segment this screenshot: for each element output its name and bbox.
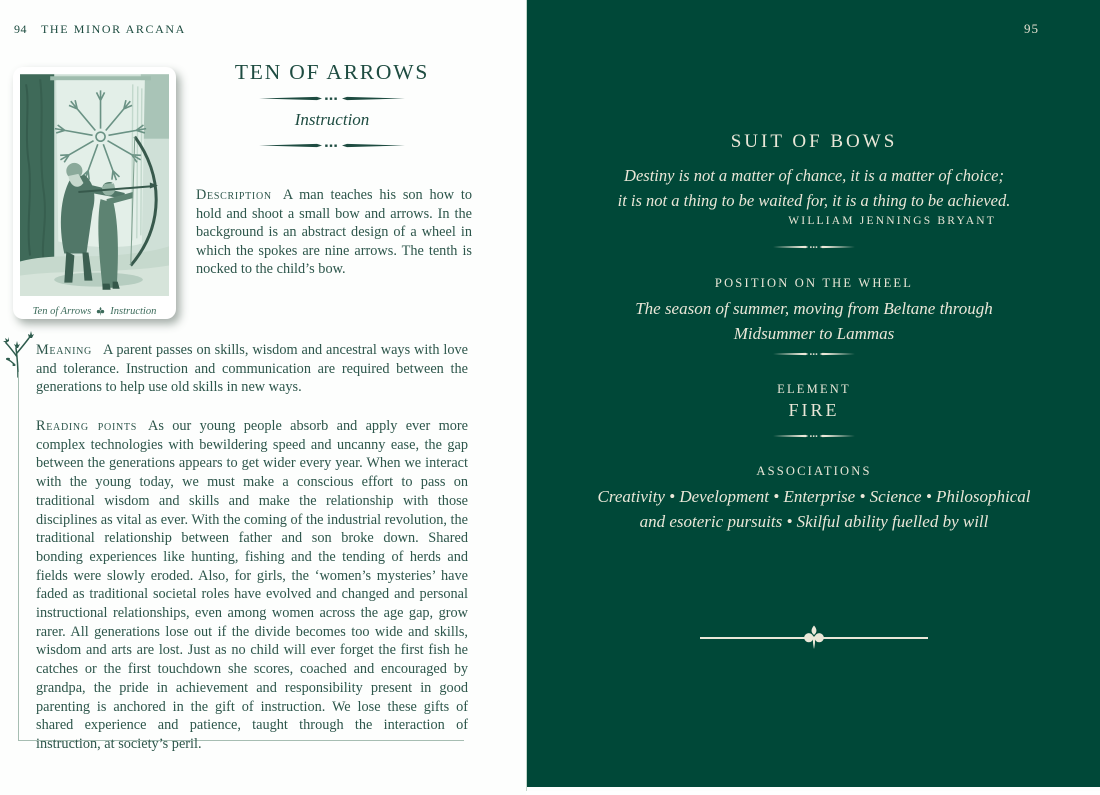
card-illustration bbox=[20, 74, 169, 296]
description-label: Description bbox=[196, 187, 272, 203]
title-divider bbox=[257, 94, 407, 103]
card-caption-subtitle: Instruction bbox=[110, 306, 157, 317]
section-divider-1 bbox=[772, 243, 856, 251]
section-divider-2 bbox=[772, 350, 856, 358]
reading-points-paragraph bbox=[36, 417, 468, 754]
tarot-card bbox=[13, 67, 176, 319]
position-label: POSITION ON THE WHEEL bbox=[714, 276, 914, 290]
meaning-paragraph bbox=[36, 341, 468, 397]
card-caption-title: Ten of Arrows bbox=[32, 306, 92, 317]
position-line-1: The season of summer, moving from Beltane through bbox=[635, 299, 993, 318]
quote-line-2: it is not a thing to be waited for, it is a thing to be achieved. bbox=[617, 191, 1011, 210]
meaning-label: Meaning bbox=[36, 342, 92, 358]
meaning-text: A parent passes on skills, wisdom and ancestral ways with love and tolerance. Instruction and communication are required between the generations to help use old skills in new ways. bbox=[36, 342, 468, 395]
suit-title: SUIT OF BOWS bbox=[730, 131, 898, 152]
page-number-left: 94 bbox=[14, 22, 27, 36]
sprig-icon bbox=[2, 330, 34, 378]
section-divider-3 bbox=[772, 432, 856, 440]
suit-quote bbox=[527, 163, 1100, 213]
trefoil-icon bbox=[802, 624, 826, 651]
associations-line-2: and esoteric pursuits • Skilful ability fuelled by will bbox=[639, 512, 989, 531]
associations-line-1: Creativity • Development • Enterprise • Science • Philosophical bbox=[597, 487, 1031, 506]
running-title: THE MINOR ARCANA bbox=[41, 22, 186, 36]
position-text bbox=[527, 296, 1100, 346]
reading-points-text: As our young people absorb and apply ever more complex technologies with bewildering speed and uncanny ease, the gap between the generations appears to get wider every year. When we interact with the young today, we must make a conscious effort to pass on traditional wisdom and skills and make the relationship with those disciplines as vital as ever. With the coming of the industrial revolution, the traditional relationship between father and son broke down. Shared bonding experiences like hunting, fishing and the tending of herds and fields were slowly eroded. Also, for girls, the ‘women’s mysteries’ have faded as traditional societal roles have evolved and changed and personal instructional relationships, even among women across the age gap, grow rarer. All generations lose out if the divide becomes too wide and skills, wisdom and arts are lost. Just as no child will ever forget the first fish he catches or the first touchdown she scores, coached and encouraged by grandpa, the pride in achievement and responsibility present in good parenting is anchored in the gift of instruction. We lose these gifts of shared experience and patience, taught through the interaction of instruction, at society’s peril. bbox=[36, 418, 469, 752]
page-bottom-margin bbox=[527, 787, 1100, 791]
left-page bbox=[0, 0, 526, 795]
associations-label: ASSOCIATIONS bbox=[756, 464, 872, 478]
description-text: A man teaches his son how to hold and shoot a small bow and arrows. In the background is an abstract design of a wheel in which the spokes are nine arrows. The tenth is nocked to the child’s bow. bbox=[196, 187, 472, 277]
position-line-2: Midsummer to Lammas bbox=[733, 324, 895, 343]
bottom-ornament bbox=[700, 622, 928, 652]
description-paragraph bbox=[196, 186, 472, 279]
element-value: FIRE bbox=[788, 400, 840, 420]
running-head bbox=[14, 22, 186, 37]
subtitle-divider bbox=[257, 141, 407, 150]
title-block bbox=[190, 60, 474, 157]
trefoil-icon bbox=[96, 306, 105, 317]
quote-line-1: Destiny is not a matter of chance, it is a matter of choice; bbox=[624, 166, 1004, 185]
quote-attribution: WILLIAM JENNINGS BRYANT bbox=[788, 215, 996, 227]
article-title: TEN OF ARROWS bbox=[234, 60, 430, 84]
element-label: ELEMENT bbox=[777, 382, 851, 396]
reading-points-label: Reading points bbox=[36, 418, 138, 434]
article-subtitle: Instruction bbox=[294, 110, 370, 129]
associations-text bbox=[527, 484, 1100, 534]
page-number-right: 95 bbox=[1024, 21, 1039, 36]
card-caption bbox=[20, 303, 169, 320]
right-page bbox=[526, 0, 1100, 791]
